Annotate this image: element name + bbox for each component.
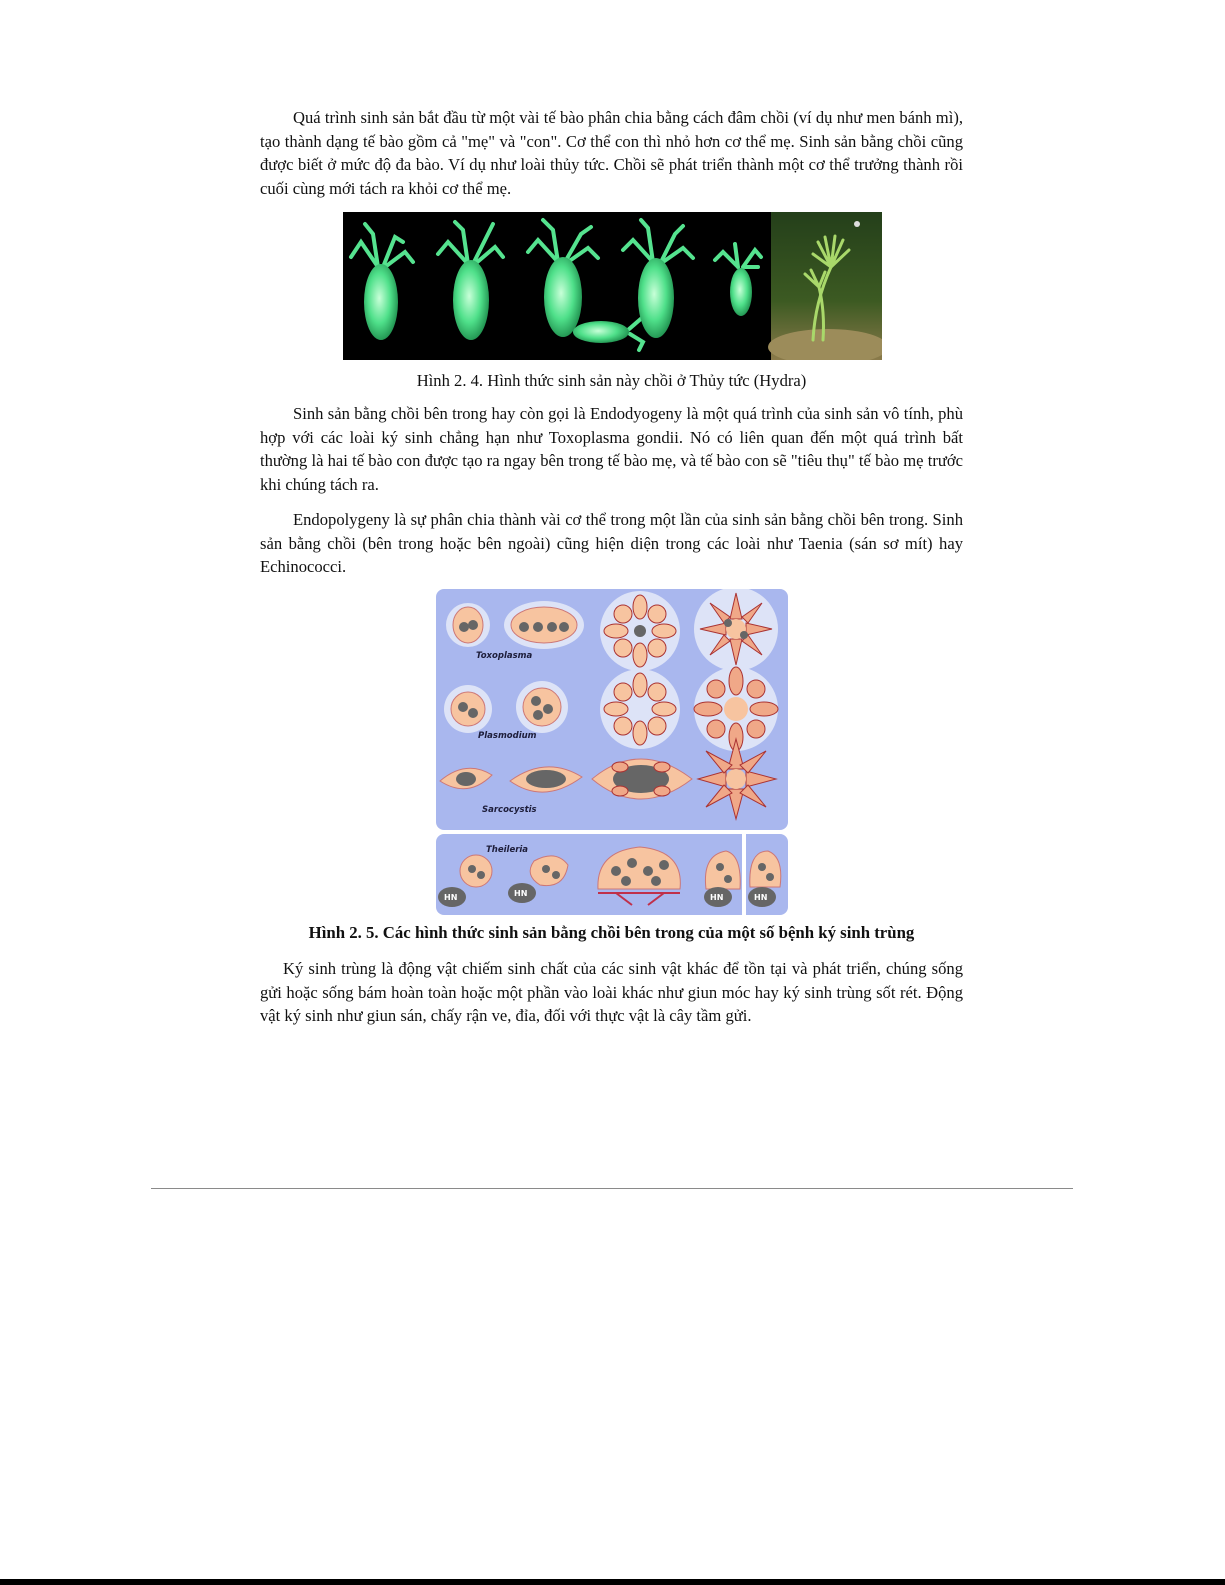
internal-budding-diagram [436,589,788,915]
sarcocystis-label: Sarcocystis [482,805,537,815]
page-bottom-edge [0,1579,1225,1585]
hn-label-1: HN [444,893,458,902]
plasmodium-label: Plasmodium [478,731,537,741]
page-footer-divider [151,1188,1073,1189]
toxoplasma-label: Toxoplasma [476,651,533,661]
paragraph-parasites: Ký sinh trùng là động vật chiếm sinh chất của các sinh vật khác để tồn tại và phát triển, chúng sống gửi hoặc sống bám hoàn toàn hoặc một phần vào loài khác như giun móc hay ký sinh trùng sốt rét. Động vật ký sinh như giun sán, chấy rận ve, đỉa, đối với thực vật là cây tầm gửi. [260,959,963,1026]
theileria-label: Theileria [486,845,529,855]
hn-label-4: HN [754,893,768,902]
paragraph-endodyogeny: Sinh sản bằng chồi bên trong hay còn gọi là Endodyogeny là một quá trình của sinh sản vô tính, phù hợp với các loài ký sinh chẳng hạn như Toxoplasma gondii. Nó có liên quan đến một quá trình bất thường là hai tế bào con được tạo ra ngay bên trong tế bào mẹ, và tế bào con sẽ "tiêu thụ" tế bào mẹ trước khi chúng tách ra. [260,404,963,494]
figure-2-5-caption: Hình 2. 5. Các hình thức sinh sản bằng chồi bên trong của một số bệnh ký sinh trùng [308,923,915,942]
paragraph-endopolygeny: Endopolygeny là sự phân chia thành vài cơ thể trong một lần của sinh sản bằng chồi bên trong. Sinh sản bằng chồi (bên trong hoặc bên ngoài) cũng hiện diện trong các loài như Taenia (sán sơ mít) hay Echinococci. [260,510,963,577]
hn-label-3: HN [710,893,724,902]
hydra-budding-image [343,212,882,360]
figure-2-4-caption: Hình 2. 4. Hình thức sinh sản này chồi ở Thủy tức (Hydra) [416,371,807,390]
hn-label-2: HN [514,889,528,898]
paragraph-budding-intro: Quá trình sinh sản bắt đầu từ một vài tế bào phân chia bằng cách đâm chồi (ví dụ như men bánh mì), tạo thành dạng tế bào gồm cả "mẹ" và "con". Cơ thể con thì nhỏ hơn cơ thể mẹ. Sinh sản bằng chồi cũng được biết ở mức độ đa bào. Ví dụ như loài thủy tức. Chồi sẽ phát triển thành một cơ thể trưởng thành rồi cuối cùng mới tách ra khỏi cơ thể mẹ. [260,108,963,198]
